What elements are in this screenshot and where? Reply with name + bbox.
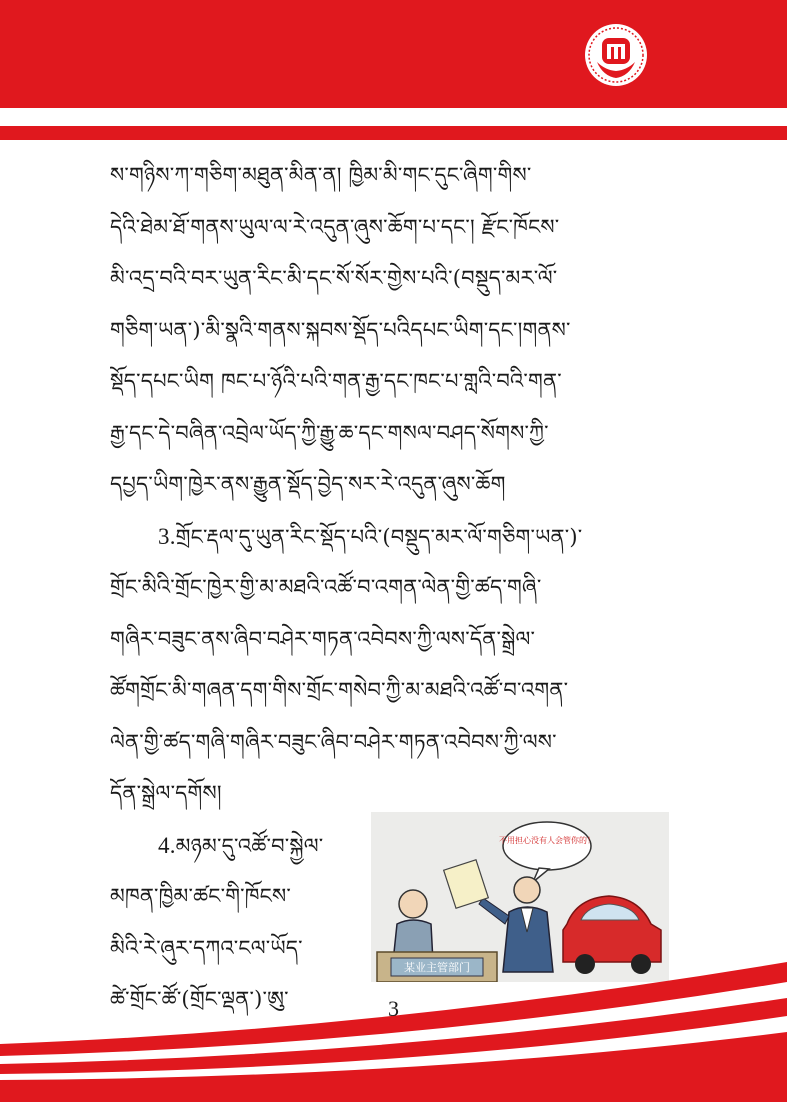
union-emblem-icon	[583, 22, 649, 88]
item-3-first-line	[110, 511, 682, 563]
text-line: ཚོགགྲོང་མི་གཞན་དག་གིས་གྲོང་གསེབ་ཀྱི་མ་མཐའི་འཚོ་བ་འགན་	[110, 678, 569, 702]
text-line: མི་འདྲ་བའི་བར་ཡུན་རིང་མི་དང་སོ་སོར་གྱེས་པའི་(བསྡུད་མར་ལོ་	[110, 266, 558, 290]
footer-waves	[0, 960, 787, 1102]
text-line: མཉམ་དུ་འཚོ་བ་སྐྱེལ་	[175, 833, 324, 858]
text-line: དཔྱད་ཡིག་ཁྱེར་ནས་རྒྱུན་སྡོད་བྱེད་སར་རེ་འདུན་ཞུས་ཆོག	[110, 472, 506, 496]
text-line: གྲོང་མིའི་གྲོང་ཁྱེར་གྱི་མ་མཐའི་འཚོ་བ་འགན་ལེན་གྱི་ཚད་གཞི་	[110, 575, 542, 599]
page-number: 3	[388, 996, 399, 1021]
text-line: མིའི་རེ་ཞུར་དཀའ་ངལ་ཡོད་	[110, 935, 303, 960]
text-line: ལེན་གྱི་ཚད་གཞི་གཞིར་བཟུང་ཞིབ་བཤེར་གཏན་འབེབས་ཀྱི་ལས་	[110, 729, 557, 754]
cartoon-illustration	[371, 812, 669, 982]
text-line: དོན་སྒྲེལ་དགོས།	[110, 781, 222, 805]
item-4-number: 4.	[158, 832, 176, 858]
header-band	[0, 0, 787, 108]
text-line: སྡོད་དཔང་ཡིག ཁང་པ་ཉོའི་པའི་གན་རྒྱ་དང་ཁང་པ་གླའི་བའི་གན་	[110, 369, 562, 393]
text-line: མཁན་ཁྱིམ་ཚང་གི་ཁོངས་	[110, 884, 291, 908]
text-line: དེའི་ཐེམ་ཐོ་གནས་ཡུལ་ལ་རེ་འདུན་ཞུས་ཆོག་པ་དང་། རྫོང་ཁོངས་	[110, 214, 560, 239]
text-line: གཞིར་བཟུང་ནས་ཞིབ་བཤེར་གཏན་འབེབས་ཀྱི་ལས་དོན་སྒྲེལ་	[110, 626, 536, 651]
speech-bubble-text: 不用担心没有人会管你的！	[499, 836, 595, 845]
text-line: རྒྱ་དང་དེ་བཞིན་འབྲེལ་ཡོད་ཀྱི་རྒྱུ་ཆ་དང་གསལ་བཤད་སོགས་ཀྱི་	[110, 420, 549, 445]
header-stripe	[0, 126, 787, 140]
text-line: ས་གཉིས་ཀ་གཅིག་མཐུན་མིན་ན། ཁྱིམ་མི་གང་དུང་ཞིག་གིས་	[110, 163, 532, 187]
text-line: ཚེ་གྲོང་ཚོ་(གྲོང་ལྡན་)་ཨུ་	[110, 987, 289, 1011]
text-line: གཅིག་ཡན་)་མི་སྣའི་གནས་སྐབས་སྡོད་པའིདཔང་ཡིག་དང་།གནས་	[110, 317, 571, 342]
desk-sign-text: 某业主管部门	[404, 961, 470, 974]
item-3-number: 3.	[158, 523, 176, 549]
text-line: གྲོང་རྡལ་དུ་ཡུན་རིང་སྡོད་པའི་(བསྡུད་མར་ལོ་གཅིག་ཡན་)་	[175, 524, 583, 549]
